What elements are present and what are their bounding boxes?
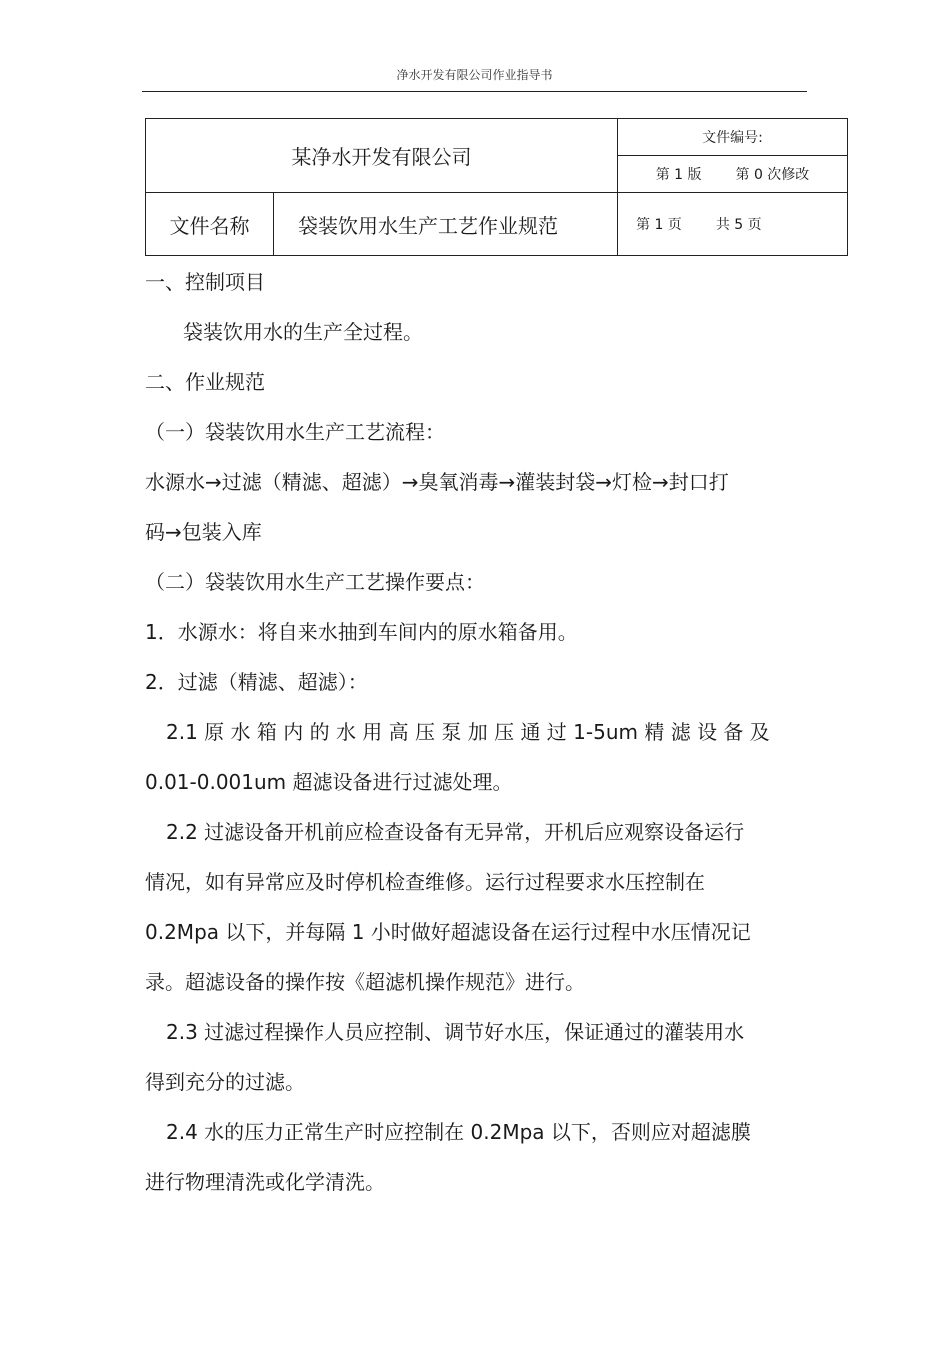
file-name: 袋装饮用水生产工艺作业规范 <box>274 193 618 256</box>
total-pages: 共 5 页 <box>715 217 762 233</box>
section-2-title: 二、作业规范 <box>145 370 265 394</box>
header-rule <box>142 91 807 92</box>
point-1: 1．水源水：将自来水抽到车间内的原水箱备用。 <box>145 620 578 644</box>
point-2-2-line-3: 0.2Mpa 以下，并每隔 1 小时做好超滤设备在运行过程中水压情况记 <box>145 920 751 944</box>
section-1-title: 一、控制项目 <box>145 270 265 294</box>
running-header: 净水开发有限公司作业指导书 <box>396 68 553 82</box>
version-number: 第 1 版 <box>655 167 702 183</box>
subsection-2-title: （二）袋装饮用水生产工艺操作要点： <box>145 570 485 594</box>
point-2-2-line-2: 情况，如有异常应及时停机检查维修。运行过程要求水压控制在 <box>145 870 705 894</box>
page-cell <box>618 193 848 256</box>
company-name: 某净水开发有限公司 <box>146 119 618 193</box>
point-2-4-line-2: 进行物理清洗或化学清洗。 <box>145 1170 385 1194</box>
revision-number: 第 0 次修改 <box>735 167 810 183</box>
point-2-4-line-1: 2.4 水的压力正常生产时应控制在 0.2Mpa 以下，否则应对超滤膜 <box>166 1120 751 1144</box>
page-number: 第 1 页 <box>636 217 682 233</box>
document-info-table <box>145 118 848 256</box>
point-2-3-line-2: 得到充分的过滤。 <box>145 1070 305 1094</box>
file-number-label: 文件编号: <box>618 119 848 156</box>
point-2-1-line-1: 2.1 原 水 箱 内 的 水 用 高 压 泵 加 压 通 过 1-5um 精 滤 设 备 及 <box>166 720 770 744</box>
subsection-1-title: （一）袋装饮用水生产工艺流程： <box>145 420 445 444</box>
point-2-2-line-4: 录。超滤设备的操作按《超滤机操作规范》进行。 <box>145 970 585 994</box>
point-2-1-line-2: 0.01-0.001um 超滤设备进行过滤处理。 <box>145 770 513 794</box>
flow-line-1: 水源水→过滤（精滤、超滤）→臭氧消毒→灌装封袋→灯检→封口打 <box>145 470 729 494</box>
file-name-label: 文件名称 <box>146 193 274 256</box>
point-2: 2．过滤（精滤、超滤）： <box>145 670 368 694</box>
point-2-3-line-1: 2.3 过滤过程操作人员应控制、调节好水压，保证通过的灌装用水 <box>166 1020 745 1044</box>
section-1-text: 袋装饮用水的生产全过程。 <box>183 320 423 344</box>
flow-line-2: 码→包装入库 <box>145 520 262 544</box>
version-cell <box>618 156 848 193</box>
point-2-2-line-1: 2.2 过滤设备开机前应检查设备有无异常，开机后应观察设备运行 <box>166 820 745 844</box>
